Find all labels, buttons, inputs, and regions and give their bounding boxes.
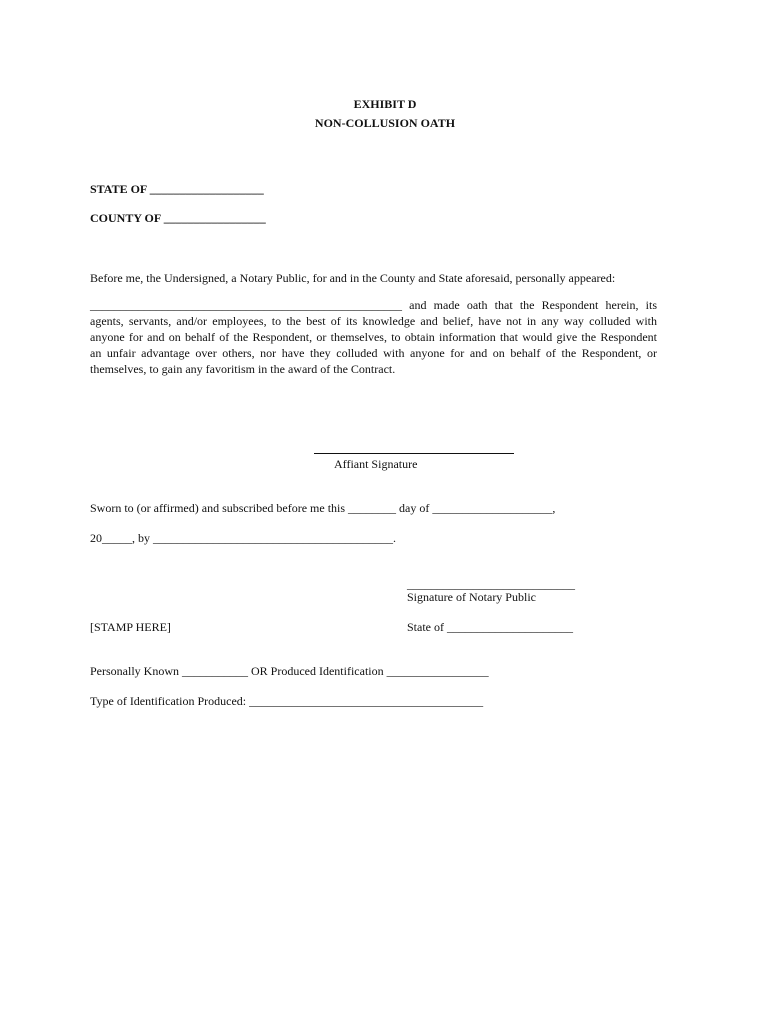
oath-paragraph	[90, 297, 657, 377]
stamp-placeholder: [STAMP HERE]	[90, 620, 171, 634]
identification-type-field: Type of Identification Produced: _______________________________________	[90, 694, 484, 708]
sworn-year-by: 20_____, by ________________________________________.	[90, 531, 396, 545]
sworn-statement: Sworn to (or affirmed) and subscribed before me this ________ day of ____________________,	[90, 501, 556, 515]
notary-signature-line: ____________________________	[407, 577, 575, 591]
notary-state-field: State of _____________________	[407, 620, 573, 634]
exhibit-label: EXHIBIT D	[353, 97, 417, 111]
oath-line: themselves, to gain any favoritism in the award of the Contract.	[90, 362, 396, 376]
affiant-signature-line	[314, 453, 514, 454]
oath-line: an unfair advantage over others, nor have they colluded with anyone for and on behalf of the Respondent, or	[90, 346, 657, 360]
oath-line: agents, servants, and/or employees, to the best of its knowledge and belief, have not in any way colluded with	[90, 314, 657, 328]
affiant-signature-label: Affiant Signature	[334, 457, 418, 471]
intro-statement: Before me, the Undersigned, a Notary Public, for and in the County and State aforesaid, personally appeared:	[90, 271, 616, 285]
personally-known-field: Personally Known ___________ OR Produced Identification _________________	[90, 664, 489, 678]
notary-signature-label: Signature of Notary Public	[407, 590, 536, 604]
state-of-field: STATE OF ___________________	[90, 182, 264, 196]
document-title: NON-COLLUSION OATH	[314, 116, 456, 130]
oath-line: anyone for and on behalf of the Respondent, or themselves, to obtain information that would give the Respondent	[90, 330, 657, 344]
oath-line: ____________________________________________________ and made oath that the Respondent herein, its	[90, 298, 657, 312]
county-of-field: COUNTY OF _________________	[90, 211, 266, 225]
